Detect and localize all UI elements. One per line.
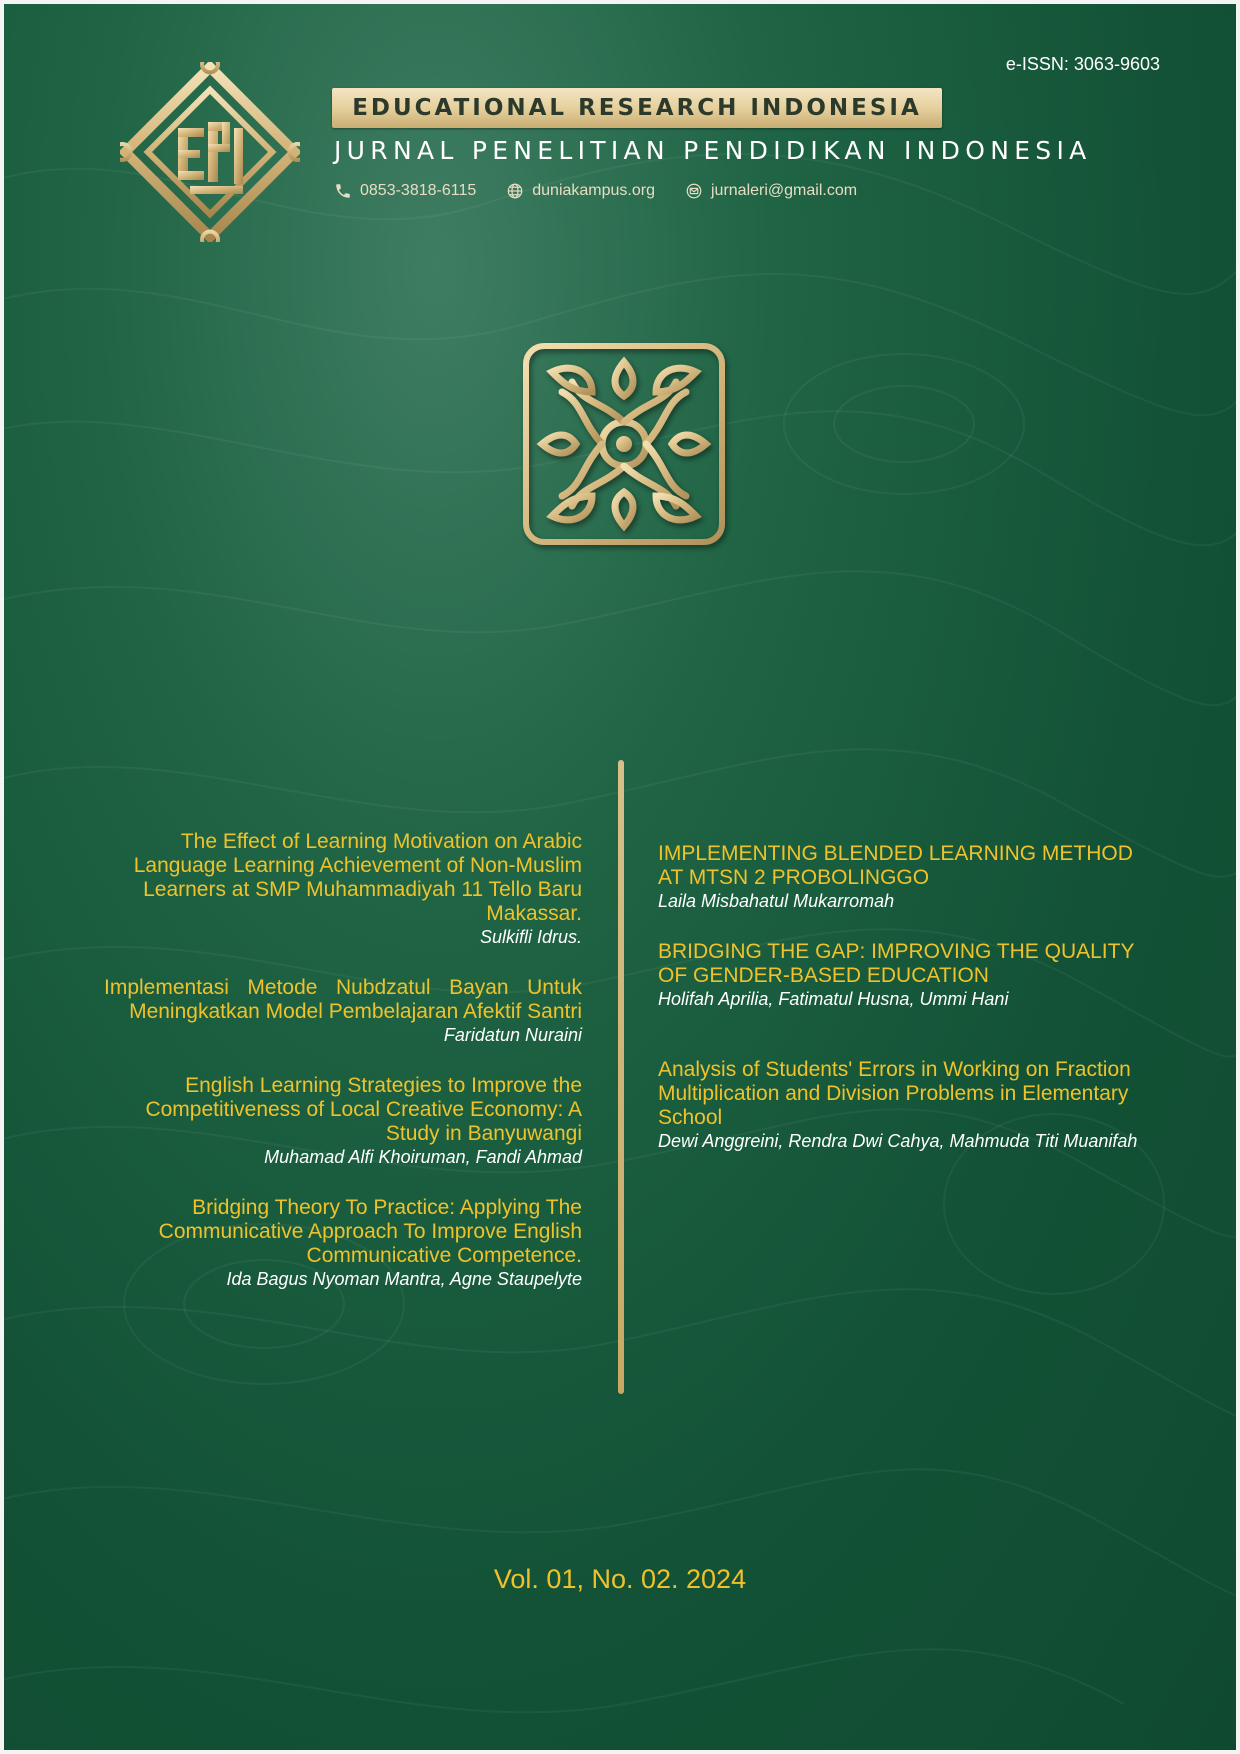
volume-issue: Vol. 01, No. 02. 2024	[493, 1564, 747, 1594]
article-authors: Ida Bagus Nyoman Mantra, Agne Staupelyte	[226, 1269, 582, 1289]
issn-number: e-ISSN: 3063-9603	[1005, 54, 1160, 74]
article-title: English Learning Strategies to Improve the Competitiveness of Local Creative Economy: A Study in Banyuwangi	[145, 1074, 582, 1145]
contact-website	[506, 182, 655, 200]
journal-subtitle: JURNAL PENELITIAN PENDIDIKAN INDONESIA	[334, 136, 1092, 165]
article-item	[658, 940, 1138, 1010]
article-item	[104, 1074, 582, 1168]
article-authors: Sulkifli Idrus.	[479, 927, 582, 947]
contact-email	[685, 182, 857, 200]
articles-left-column	[104, 830, 582, 1318]
contact-phone	[334, 182, 476, 200]
article-authors: Holifah Aprilia, Fatimatul Husna, Ummi Hani	[658, 989, 1009, 1009]
article-title: The Effect of Learning Motivation on Arabic Language Learning Achievement of Non-Muslim Learners at SMP Muhammadiyah 11 Tello Baru Makassar.	[133, 830, 582, 925]
article-item	[658, 842, 1138, 912]
article-authors: Laila Misbahatul Mukarromah	[658, 891, 895, 911]
journal-title-plate	[332, 88, 942, 128]
arabesque-ornament	[512, 332, 736, 556]
journal-cover	[4, 4, 1236, 1750]
contact-row	[334, 180, 887, 202]
article-authors: Dewi Anggreini, Rendra Dwi Cahya, Mahmuda Titi Muanifah	[658, 1131, 1138, 1151]
article-authors: Faridatun Nuraini	[443, 1025, 582, 1045]
journal-title: EDUCATIONAL RESEARCH INDONESIA	[352, 95, 922, 121]
journal-logo	[120, 62, 300, 242]
article-title: Bridging Theory To Practice: Applying The Communicative Approach To Improve English Communicative Competence.	[158, 1196, 582, 1267]
website-url: duniakampus.org	[532, 182, 655, 199]
article-authors: Muhamad Alfi Khoiruman, Fandi Ahmad	[264, 1147, 582, 1167]
article-item	[658, 1058, 1138, 1152]
column-divider	[618, 760, 624, 1394]
globe-icon	[506, 182, 524, 200]
phone-number: 0853-3818-6115	[360, 182, 477, 199]
article-title: Analysis of Students' Errors in Working on Fraction Multiplication and Division Problems in Elementary School	[658, 1058, 1131, 1129]
article-item	[104, 830, 582, 948]
article-title: BRIDGING THE GAP: IMPROVING THE QUALITY OF GENDER-BASED EDUCATION	[658, 940, 1135, 987]
email-icon	[685, 182, 703, 200]
phone-icon	[334, 182, 352, 200]
articles-right-column	[658, 842, 1138, 1180]
article-title: IMPLEMENTING BLENDED LEARNING METHOD AT MTSN 2 PROBOLINGGO	[658, 842, 1133, 889]
article-item	[104, 976, 582, 1046]
article-item	[104, 1196, 582, 1290]
email-address: jurnaleri@gmail.com	[711, 182, 858, 199]
article-title: Implementasi Metode Nubdzatul Bayan Untuk Meningkatkan Model Pembelajaran Afektif Santri	[104, 976, 582, 1023]
